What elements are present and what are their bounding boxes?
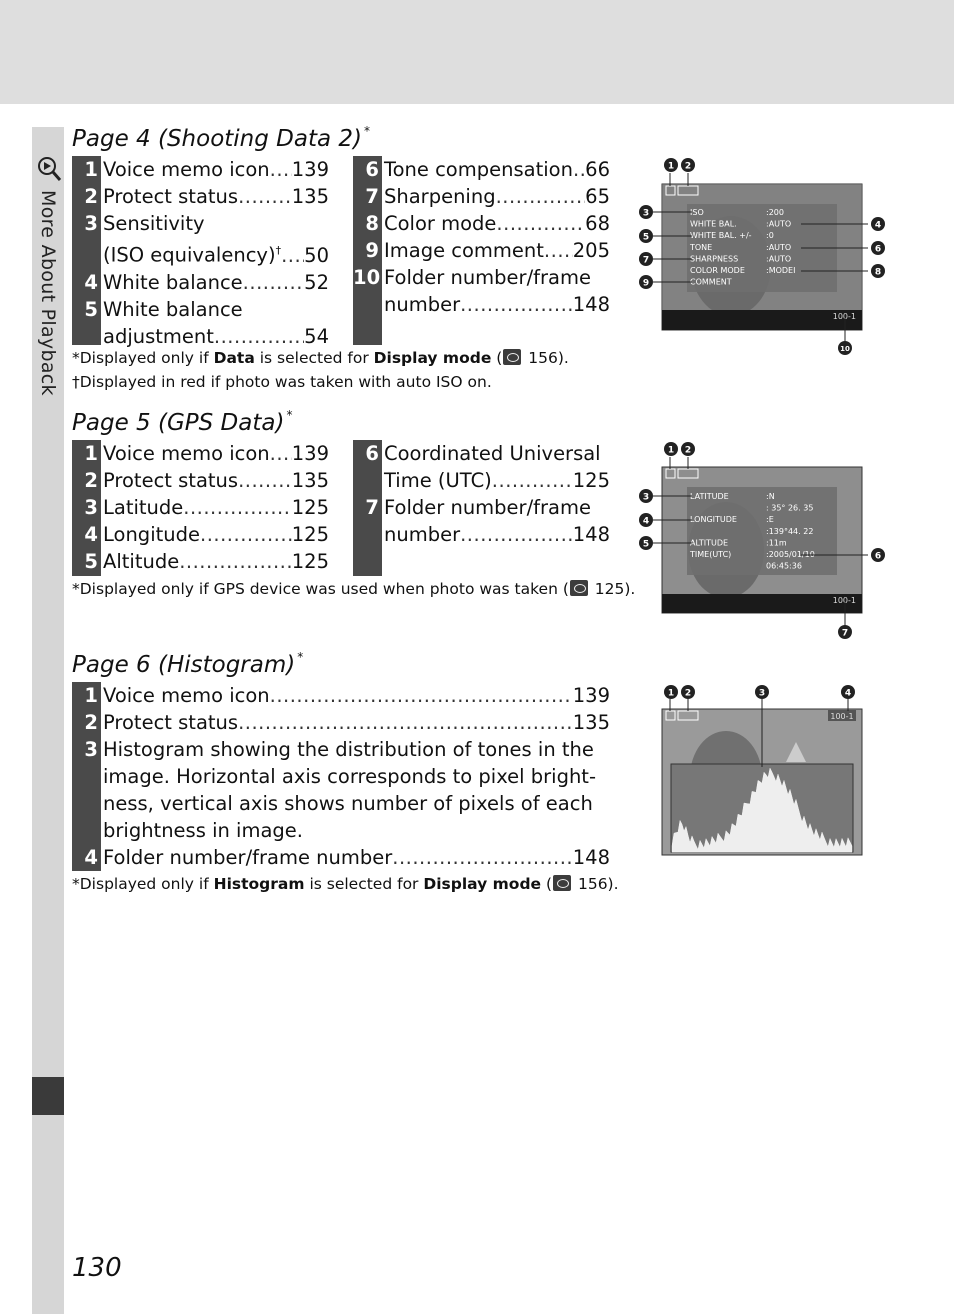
svg-text:3: 3	[642, 208, 650, 219]
svg-text:4: 4	[642, 516, 650, 527]
screen-row-key: TONE	[690, 242, 713, 252]
section-tab-marker	[32, 1077, 64, 1115]
svg-text:2: 2	[684, 445, 692, 456]
list-item: 10 Folder number/frame number ..... 148	[353, 264, 610, 318]
section-title-page5: Page 5 (GPS Data) *	[72, 408, 293, 436]
screen-row-key: ALTITUDE	[690, 538, 729, 548]
list-item: 5 Altitude ..... 125	[72, 548, 329, 575]
list-item: 1 Voice memo icon ..... 139	[72, 156, 329, 183]
right-callout-p5	[868, 546, 888, 566]
svg-text:3: 3	[642, 492, 650, 503]
svg-text:2: 2	[684, 688, 692, 699]
list-item: 4 Folder number/frame number ..... 148	[72, 844, 610, 871]
svg-text:7: 7	[642, 255, 650, 266]
footnote-data-mode: *Displayed only if Data is selected for Display mode ( 156).	[72, 349, 569, 367]
page4-right-list	[353, 156, 610, 318]
screen-row-key: TIME(UTC)	[690, 550, 732, 559]
screen-row-value: 06:45:36	[766, 561, 802, 571]
svg-text:2: 2	[684, 161, 692, 172]
frame-number: 100-1	[832, 596, 856, 605]
playback-magnify-icon	[36, 154, 62, 182]
screen-row-key: WHITE BAL. +/-	[690, 231, 752, 241]
frame-number: 100-1	[830, 712, 854, 721]
list-item: 4 White balance ..... 52	[72, 269, 329, 296]
svg-text:6: 6	[874, 244, 882, 255]
svg-text:8: 8	[874, 267, 882, 278]
list-item: 4 Longitude ..... 125	[72, 521, 329, 548]
list-item: 9 Image comment ..... 205	[353, 237, 610, 264]
screen-row-value: :11m	[766, 538, 787, 548]
page-reference-icon	[553, 875, 571, 891]
page-reference-icon	[503, 349, 521, 365]
footnote-histogram: *Displayed only if Histogram is selected for Display mode ( 156).	[72, 875, 619, 893]
svg-text:3: 3	[758, 688, 766, 699]
screen-row-key: LATITUDE	[690, 492, 729, 501]
top-band	[0, 0, 954, 104]
sidebar-label: More About Playback	[37, 190, 59, 396]
screen-row-key: ISO	[690, 208, 704, 217]
list-item: 1 Voice memo icon ..... 139	[72, 682, 610, 709]
svg-text:5: 5	[642, 539, 650, 550]
right-callouts-p4	[868, 215, 888, 285]
screen-row-value: :2005/01/10	[766, 550, 815, 559]
section-title-page4: Page 4 (Shooting Data 2) *	[72, 124, 370, 152]
screen-row-value: : 35° 26. 35	[766, 503, 814, 513]
svg-text:1: 1	[667, 688, 675, 699]
svg-text:1: 1	[667, 445, 675, 456]
shooting-data-2-screen	[636, 156, 868, 358]
svg-text:4: 4	[844, 688, 852, 699]
screen-row-value: :AUTO	[766, 219, 792, 229]
histogram-screen	[636, 682, 868, 860]
svg-text:9: 9	[642, 278, 650, 289]
callout-markers	[664, 685, 855, 699]
screen-row-value: :AUTO	[766, 254, 792, 264]
screen-row-value: :MODEI	[766, 266, 796, 275]
screen-row-key: WHITE BAL.	[690, 219, 737, 229]
svg-text:6: 6	[874, 551, 882, 562]
list-item: 3 Latitude ..... 125	[72, 494, 329, 521]
page-number: 130	[72, 1253, 122, 1283]
screen-row-key: SHARPNESS	[690, 254, 739, 264]
list-item: 1 Voice memo icon ..... 139	[72, 440, 329, 467]
list-item: 2 Protect status ..... 135	[72, 709, 610, 736]
screen-row-value: :E	[766, 515, 774, 525]
list-item: 7 Sharpening ..... 65	[353, 183, 610, 210]
svg-text:7: 7	[841, 628, 849, 639]
screen-row-value: :AUTO	[766, 242, 792, 252]
screen-row-value: :N	[766, 492, 775, 501]
page-reference-icon	[570, 580, 588, 596]
list-item: 6 Tone compensation ..... 66	[353, 156, 610, 183]
list-item: 6 Coordinated Universal Time (UTC) ..... 125	[353, 440, 610, 494]
page6-list	[72, 682, 610, 871]
svg-text:1: 1	[667, 161, 675, 172]
svg-text:10: 10	[840, 345, 850, 353]
svg-text:4: 4	[874, 220, 882, 231]
page5-left-list	[72, 440, 329, 575]
footnote-auto-iso: †Displayed in red if photo was taken with auto ISO on.	[72, 373, 492, 391]
page4-left-list	[72, 156, 329, 350]
list-item: 2 Protect status ..... 135	[72, 467, 329, 494]
list-item: 3 Sensitivity (ISO equivalency)† ..... 50	[72, 210, 329, 269]
gps-data-screen	[636, 440, 868, 642]
list-item: 3 Histogram showing the distribution of tones in the image. Horizontal axis corresponds to pixel bright- ness, vertical axis shows number of pixels of each brightness in image.	[84, 738, 596, 842]
screen-row-key: COMMENT	[690, 277, 732, 287]
screen-row-key: COLOR MODE	[690, 266, 745, 275]
list-item: 8 Color mode ..... 68	[353, 210, 610, 237]
footnote-gps: *Displayed only if GPS device was used when photo was taken ( 125).	[72, 580, 636, 598]
page5-right-list	[353, 440, 610, 548]
screen-row-value: :139°44. 22	[766, 526, 814, 536]
frame-number: 100-1	[832, 312, 856, 321]
list-item: 2 Protect status ..... 135	[72, 183, 329, 210]
section-title-page6: Page 6 (Histogram) *	[72, 650, 304, 678]
list-item: 5 White balance adjustment ..... 54	[72, 296, 329, 350]
screen-row-value: :0	[766, 231, 774, 241]
svg-text:5: 5	[642, 232, 650, 243]
list-item: 7 Folder number/frame number ..... 148	[353, 494, 610, 548]
screen-row-key: LONGITUDE	[690, 515, 737, 525]
screen-row-value: :200	[766, 208, 784, 217]
